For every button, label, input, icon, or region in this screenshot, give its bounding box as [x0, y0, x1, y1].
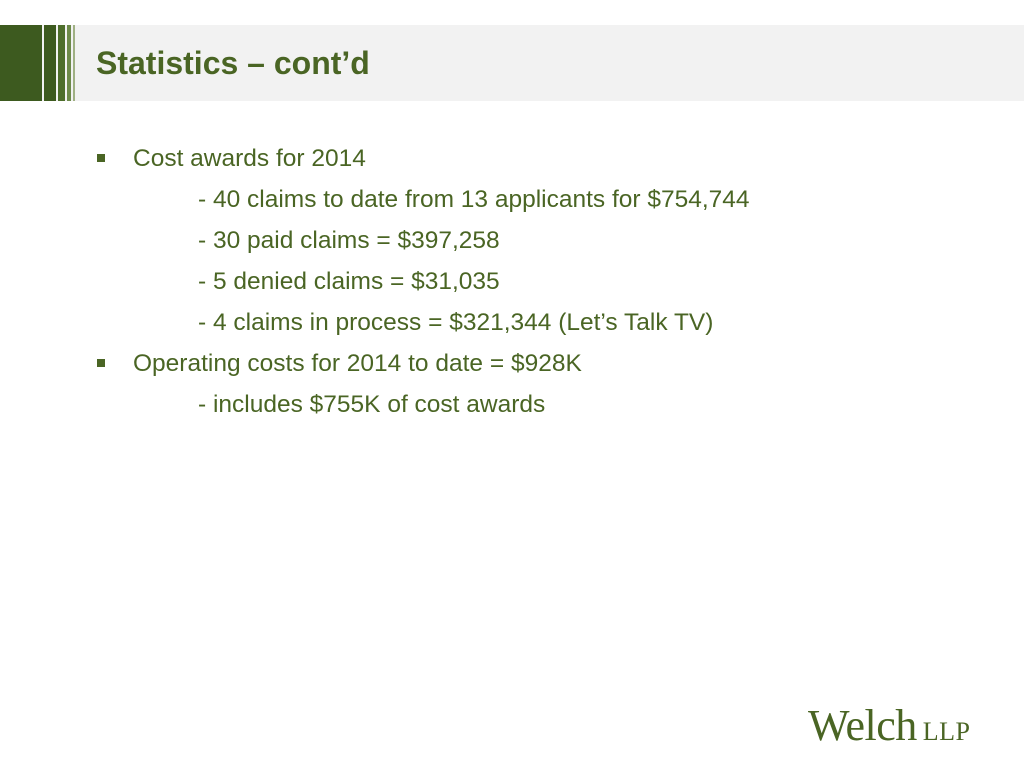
- logo-suffix: LLP: [922, 717, 971, 746]
- square-bullet-icon: [97, 154, 105, 162]
- sub-bullet-text: - includes $755K of cost awards: [198, 391, 546, 418]
- title-stripe-decoration: [67, 25, 71, 101]
- sub-bullet-item: [0, 220, 1024, 261]
- title-stripe-decoration: [73, 25, 75, 101]
- sub-bullet-item: [0, 261, 1024, 302]
- square-bullet-icon: [97, 359, 105, 367]
- bullet-text: Operating costs for 2014 to date = $928K: [133, 350, 582, 377]
- bullet-text: Cost awards for 2014: [133, 145, 366, 172]
- bullet-item: [0, 138, 1024, 179]
- sub-bullet-text: - 5 denied claims = $31,035: [198, 268, 500, 295]
- slide-content: [0, 138, 1024, 425]
- sub-bullet-item: [0, 179, 1024, 220]
- sub-bullet-item: [0, 302, 1024, 343]
- title-stripe-decoration: [44, 25, 56, 101]
- logo-name: Welch: [808, 701, 917, 750]
- bullet-item: [0, 343, 1024, 384]
- title-stripe-decoration: [58, 25, 65, 101]
- slide-title: Statistics – cont’d: [96, 45, 370, 81]
- sub-bullet-text: - 4 claims in process = $321,344 (Let’s Talk TV): [198, 309, 714, 336]
- sub-bullet-text: - 40 claims to date from 13 applicants for $754,744: [198, 186, 750, 213]
- sub-bullet-text: - 30 paid claims = $397,258: [198, 227, 500, 254]
- sub-bullet-item: [0, 384, 1024, 425]
- title-stripe-decoration: [0, 25, 42, 101]
- company-logo: [808, 700, 971, 748]
